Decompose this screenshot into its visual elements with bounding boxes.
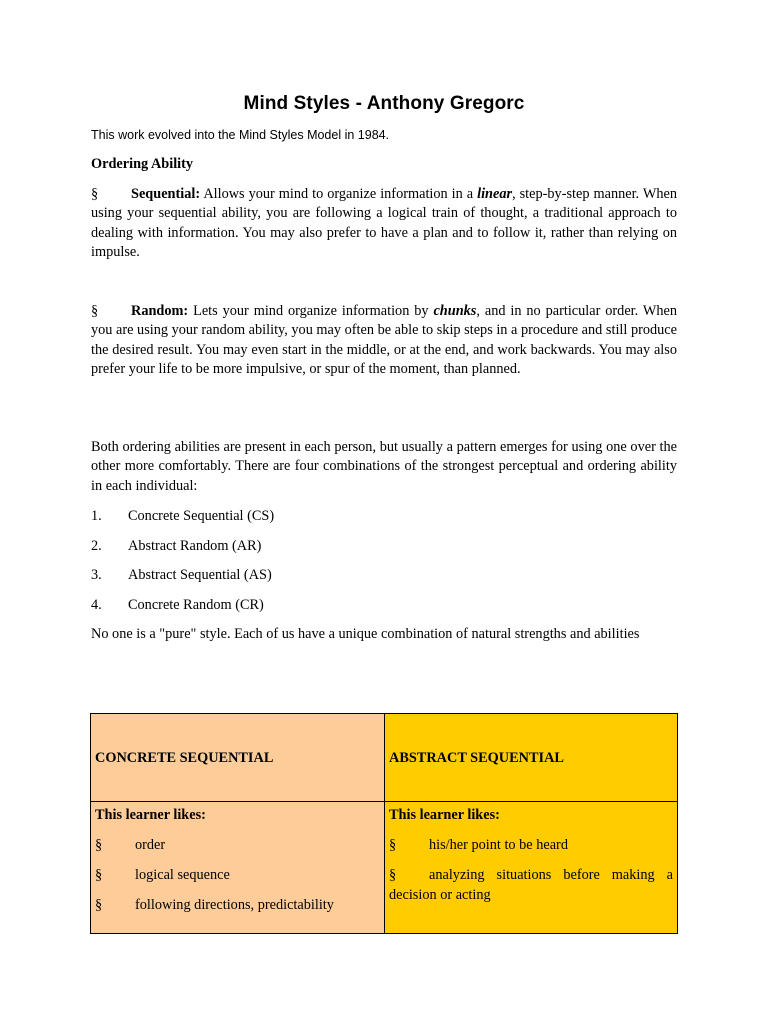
section-sign-icon: §	[389, 867, 397, 883]
list-item	[91, 596, 264, 615]
random-text-after: , and in no particular order. When you are using your random ability, you may often be able to skip steps in a procedure and still produce the desired result. You may even start in the middle, or at the end, and work backwards. You may also prefer your life to be more impulsive, or spur of the moment, than planned.	[91, 303, 677, 378]
combinations-paragraph: Both ordering abilities are present in each person, but usually a pattern emerges for using one over the other more comfortably. There are four combinations of the strongest perceptual and ordering ability in each individual:	[91, 439, 677, 494]
list-item	[91, 507, 274, 526]
sequential-text-after: , step-by-step manner. When using your sequential ability, you are following a logical train of thought, a traditional approach to dealing with information. You may also prefer to have a plan and to follow it, rather than relying on impulse.	[91, 186, 677, 261]
section-sign-icon: §	[91, 186, 99, 202]
mind-styles-table	[90, 713, 678, 934]
section-sign-icon: §	[389, 837, 397, 853]
list-number: 2.	[91, 538, 102, 554]
sequential-term: Sequential:	[131, 186, 201, 202]
list-number: 3.	[91, 567, 102, 583]
section-heading: Ordering Ability	[91, 156, 194, 172]
list-label: Concrete Sequential (CS)	[128, 508, 275, 524]
section-sign-icon: §	[95, 837, 103, 853]
abstract-sequential-header: ABSTRACT SEQUENTIAL	[389, 750, 564, 766]
list-item	[91, 566, 272, 585]
concrete-sequential-header: CONCRETE SEQUENTIAL	[95, 750, 274, 766]
sequential-emphasis: linear	[477, 186, 513, 202]
list-item	[91, 537, 261, 556]
list-label: Abstract Random (AR)	[128, 538, 262, 554]
list-number: 1.	[91, 508, 102, 524]
random-paragraph	[91, 302, 677, 380]
as-likes-label: This learner likes:	[389, 807, 500, 823]
list-item: § order	[95, 837, 166, 853]
list-number: 4.	[91, 597, 102, 613]
section-sign-icon: §	[91, 303, 99, 319]
section-sign-icon: §	[95, 897, 103, 913]
random-term: Random:	[131, 303, 189, 319]
list-item: § analyzing situations before making a decision or acting	[389, 867, 673, 903]
list-item: § logical sequence	[95, 867, 230, 883]
random-emphasis: chunks	[433, 303, 477, 319]
list-item: § his/her point to be heard	[389, 837, 568, 853]
cs-likes-label: This learner likes:	[95, 807, 206, 823]
sequential-text-before: Allows your mind to organize information in a	[200, 186, 478, 202]
list-label: Abstract Sequential (AS)	[128, 567, 272, 583]
abstract-sequential-header-cell	[385, 714, 678, 802]
page-title: Mind Styles - Anthony Gregorc	[243, 93, 525, 114]
concrete-sequential-body-cell	[91, 802, 385, 934]
intro-text: This work evolved into the Mind Styles Model in 1984.	[91, 128, 390, 142]
abstract-sequential-body-cell	[385, 802, 678, 934]
list-item: § following directions, predictability	[95, 897, 334, 913]
pure-style-note: No one is a "pure" style. Each of us have a unique combination of natural strengths and abilities	[91, 626, 640, 642]
random-text-before: Lets your mind organize information by	[188, 303, 434, 319]
list-label: Concrete Random (CR)	[128, 597, 264, 613]
concrete-sequential-header-cell	[91, 714, 385, 802]
section-sign-icon: §	[95, 867, 103, 883]
sequential-paragraph	[91, 185, 677, 263]
